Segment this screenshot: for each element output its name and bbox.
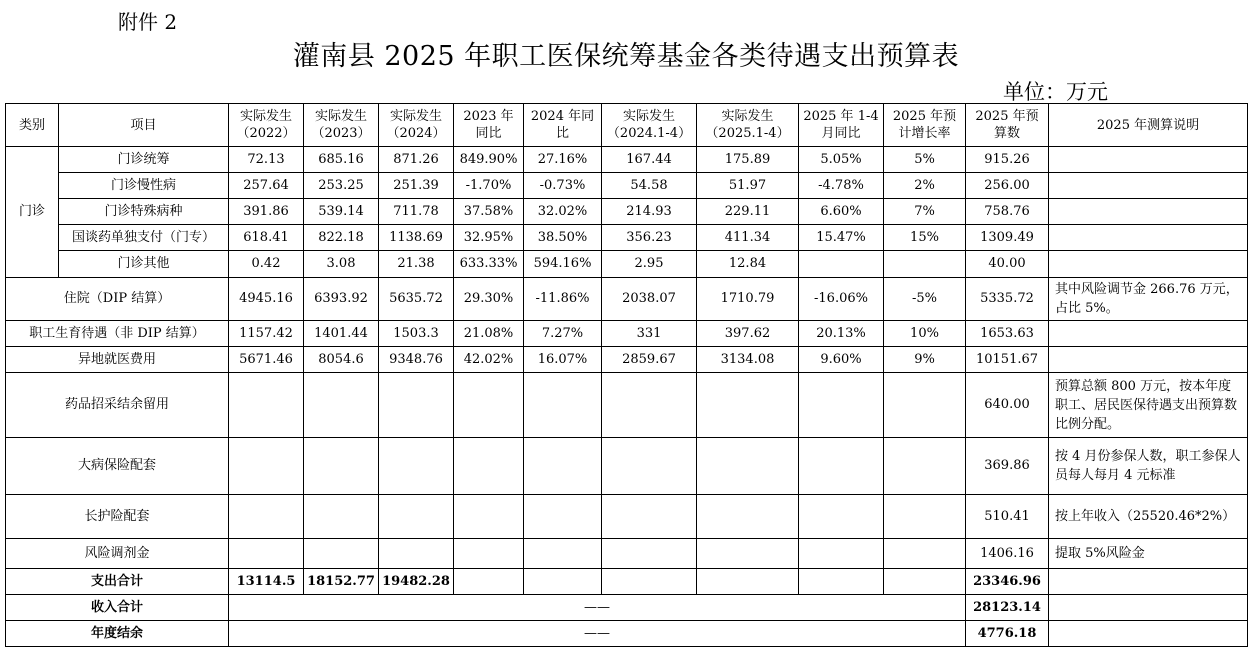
note-cell	[1049, 595, 1248, 621]
value-cell	[524, 569, 602, 595]
value-cell: 915.26	[966, 147, 1049, 173]
budget-table	[5, 103, 1248, 647]
value-cell: 12.84	[697, 251, 799, 278]
header-cell: 2023 年同比	[454, 104, 524, 147]
value-cell: 9%	[884, 347, 966, 373]
note-cell: 预算总额 800 万元，按本年度职工、居民医保待遇支出预算数比例分配。	[1049, 373, 1248, 438]
value-cell: -0.73%	[524, 173, 602, 199]
table-row	[6, 347, 1248, 373]
value-cell: 2038.07	[602, 278, 697, 321]
value-cell: 510.41	[966, 495, 1049, 539]
value-cell: -11.86%	[524, 278, 602, 321]
balance-row	[6, 621, 1248, 647]
value-cell	[454, 438, 524, 495]
value-cell: 40.00	[966, 251, 1049, 278]
note-cell: 提取 5%风险金	[1049, 539, 1248, 569]
table-row	[6, 225, 1248, 251]
page-title: 灌南县 2025 年职工医保统筹基金各类待遇支出预算表	[292, 41, 960, 72]
unit-label: 单位：万元	[1003, 80, 1108, 104]
value-cell: 15%	[884, 225, 966, 251]
value-cell	[799, 539, 884, 569]
value-cell: 32.02%	[524, 199, 602, 225]
table-row	[6, 147, 1248, 173]
item-cell: 门诊慢性病	[59, 173, 229, 199]
value-cell	[884, 495, 966, 539]
value-cell: 822.18	[304, 225, 379, 251]
value-cell: 27.16%	[524, 147, 602, 173]
value-cell: 849.90%	[454, 147, 524, 173]
header-cell: 项目	[59, 104, 229, 147]
value-cell: 10%	[884, 321, 966, 347]
value-cell	[884, 373, 966, 438]
value-cell: 42.02%	[454, 347, 524, 373]
value-cell: 640.00	[966, 373, 1049, 438]
value-cell: 411.34	[697, 225, 799, 251]
value-cell	[454, 373, 524, 438]
value-cell: 2%	[884, 173, 966, 199]
value-cell	[799, 373, 884, 438]
value-cell	[799, 495, 884, 539]
note-cell	[1049, 251, 1248, 278]
value-cell: 72.13	[229, 147, 304, 173]
value-cell: 54.58	[602, 173, 697, 199]
note-cell	[1049, 321, 1248, 347]
total-label: 收入合计	[6, 595, 229, 621]
value-cell	[602, 495, 697, 539]
note-cell	[1049, 199, 1248, 225]
value-cell	[524, 373, 602, 438]
value-cell: 5671.46	[229, 347, 304, 373]
value-cell: 618.41	[229, 225, 304, 251]
value-cell	[884, 438, 966, 495]
value-cell	[524, 495, 602, 539]
header-cell: 2024 年同比	[524, 104, 602, 147]
value-cell: 331	[602, 321, 697, 347]
expense-total-row	[6, 569, 1248, 595]
value-cell	[379, 438, 454, 495]
value-cell: 5335.72	[966, 278, 1049, 321]
dash-cell: ——	[229, 595, 966, 621]
value-cell: 1710.79	[697, 278, 799, 321]
note-cell	[1049, 173, 1248, 199]
value-cell	[697, 539, 799, 569]
header-cell: 实际发生（2025.1-4）	[697, 104, 799, 147]
dash-cell: ——	[229, 621, 966, 647]
value-cell: 51.97	[697, 173, 799, 199]
note-cell	[1049, 225, 1248, 251]
table-row	[6, 278, 1248, 321]
table-row	[6, 495, 1248, 539]
value-cell: 256.00	[966, 173, 1049, 199]
value-cell: 5.05%	[799, 147, 884, 173]
item-cell: 住院（DIP 结算）	[6, 278, 229, 321]
value-cell: 4945.16	[229, 278, 304, 321]
note-cell	[1049, 147, 1248, 173]
table-row	[6, 251, 1248, 278]
value-cell	[524, 438, 602, 495]
value-cell: 32.95%	[454, 225, 524, 251]
value-cell: 0.42	[229, 251, 304, 278]
item-cell: 异地就医费用	[6, 347, 229, 373]
value-cell: 8054.6	[304, 347, 379, 373]
value-cell: 13114.5	[229, 569, 304, 595]
value-cell: 18152.77	[304, 569, 379, 595]
value-cell: 29.30%	[454, 278, 524, 321]
table-row	[6, 199, 1248, 225]
value-cell: 167.44	[602, 147, 697, 173]
value-cell	[454, 495, 524, 539]
value-cell: 5%	[884, 147, 966, 173]
value-cell	[454, 569, 524, 595]
value-cell: 5635.72	[379, 278, 454, 321]
item-cell: 风险调剂金	[6, 539, 229, 569]
header-cell: 类别	[6, 104, 59, 147]
value-cell: 9.60%	[799, 347, 884, 373]
value-cell	[697, 438, 799, 495]
value-cell: 1653.63	[966, 321, 1049, 347]
value-cell: 20.13%	[799, 321, 884, 347]
item-cell: 门诊其他	[59, 251, 229, 278]
table-row	[6, 438, 1248, 495]
value-cell: 16.07%	[524, 347, 602, 373]
item-cell: 国谈药单独支付（门专）	[59, 225, 229, 251]
value-cell	[524, 539, 602, 569]
category-cell: 门诊	[6, 147, 59, 278]
value-cell	[697, 373, 799, 438]
value-cell: 397.62	[697, 321, 799, 347]
value-cell	[229, 539, 304, 569]
value-cell: 257.64	[229, 173, 304, 199]
value-cell	[229, 373, 304, 438]
value-cell: 369.86	[966, 438, 1049, 495]
table-row	[6, 539, 1248, 569]
value-cell	[799, 569, 884, 595]
value-cell: 6.60%	[799, 199, 884, 225]
attachment-label: 附件 2	[118, 10, 178, 34]
total-label: 支出合计	[6, 569, 229, 595]
value-cell	[304, 539, 379, 569]
value-cell	[697, 569, 799, 595]
value-cell: 38.50%	[524, 225, 602, 251]
value-cell: 1503.3	[379, 321, 454, 347]
value-cell	[884, 569, 966, 595]
value-cell	[602, 438, 697, 495]
value-cell	[304, 438, 379, 495]
value-cell: 6393.92	[304, 278, 379, 321]
table-row	[6, 173, 1248, 199]
value-cell: 251.39	[379, 173, 454, 199]
value-cell: 9348.76	[379, 347, 454, 373]
note-cell	[1049, 569, 1248, 595]
header-row	[6, 104, 1248, 147]
value-cell: 1406.16	[966, 539, 1049, 569]
value-cell: -16.06%	[799, 278, 884, 321]
value-cell	[304, 495, 379, 539]
value-cell	[379, 539, 454, 569]
value-cell: 175.89	[697, 147, 799, 173]
note-cell: 按上年收入（25520.46*2%）	[1049, 495, 1248, 539]
value-cell	[884, 539, 966, 569]
value-cell: 37.58%	[454, 199, 524, 225]
value-cell: -5%	[884, 278, 966, 321]
value-cell	[454, 539, 524, 569]
value-cell	[602, 373, 697, 438]
value-cell: 871.26	[379, 147, 454, 173]
income-total-row	[6, 595, 1248, 621]
value-cell	[379, 495, 454, 539]
value-cell: 391.86	[229, 199, 304, 225]
value-cell: 15.47%	[799, 225, 884, 251]
value-cell: 19482.28	[379, 569, 454, 595]
value-cell: -4.78%	[799, 173, 884, 199]
value-cell: -1.70%	[454, 173, 524, 199]
value-cell: 2.95	[602, 251, 697, 278]
value-cell: 356.23	[602, 225, 697, 251]
value-cell: 594.16%	[524, 251, 602, 278]
value-cell	[799, 438, 884, 495]
value-cell: 10151.67	[966, 347, 1049, 373]
value-cell: 1401.44	[304, 321, 379, 347]
item-cell: 药品招采结余留用	[6, 373, 229, 438]
value-cell: 711.78	[379, 199, 454, 225]
item-cell: 职工生育待遇（非 DIP 结算）	[6, 321, 229, 347]
header-cell: 实际发生（2023）	[304, 104, 379, 147]
value-cell: 1138.69	[379, 225, 454, 251]
header-cell: 实际发生（2024.1-4）	[602, 104, 697, 147]
value-cell: 21.38	[379, 251, 454, 278]
value-cell	[799, 251, 884, 278]
total-label: 年度结余	[6, 621, 229, 647]
table-row	[6, 321, 1248, 347]
header-cell: 实际发生（2022）	[229, 104, 304, 147]
value-cell: 28123.14	[966, 595, 1049, 621]
item-cell: 长护险配套	[6, 495, 229, 539]
header-cell: 2025 年预计增长率	[884, 104, 966, 147]
value-cell	[697, 495, 799, 539]
note-cell: 其中风险调节金 266.76 万元，占比 5%。	[1049, 278, 1248, 321]
value-cell	[602, 539, 697, 569]
value-cell	[229, 495, 304, 539]
value-cell: 21.08%	[454, 321, 524, 347]
header-cell: 2025 年测算说明	[1049, 104, 1248, 147]
note-cell	[1049, 621, 1248, 647]
item-cell: 门诊统筹	[59, 147, 229, 173]
value-cell	[304, 373, 379, 438]
item-cell: 门诊特殊病种	[59, 199, 229, 225]
value-cell: 7%	[884, 199, 966, 225]
value-cell	[884, 251, 966, 278]
header-cell: 2025 年预算数	[966, 104, 1049, 147]
value-cell: 539.14	[304, 199, 379, 225]
value-cell: 1309.49	[966, 225, 1049, 251]
value-cell: 1157.42	[229, 321, 304, 347]
value-cell: 214.93	[602, 199, 697, 225]
value-cell: 4776.18	[966, 621, 1049, 647]
value-cell: 229.11	[697, 199, 799, 225]
value-cell: 3.08	[304, 251, 379, 278]
value-cell: 3134.08	[697, 347, 799, 373]
value-cell	[379, 373, 454, 438]
value-cell	[602, 569, 697, 595]
header-cell: 2025 年 1-4 月同比	[799, 104, 884, 147]
value-cell: 758.76	[966, 199, 1049, 225]
header-cell: 实际发生（2024）	[379, 104, 454, 147]
value-cell: 23346.96	[966, 569, 1049, 595]
note-cell: 按 4 月份参保人数，职工参保人员每人每月 4 元标准	[1049, 438, 1248, 495]
value-cell: 2859.67	[602, 347, 697, 373]
value-cell: 685.16	[304, 147, 379, 173]
value-cell	[229, 438, 304, 495]
note-cell	[1049, 347, 1248, 373]
item-cell: 大病保险配套	[6, 438, 229, 495]
table-row	[6, 373, 1248, 438]
value-cell: 7.27%	[524, 321, 602, 347]
value-cell: 633.33%	[454, 251, 524, 278]
value-cell: 253.25	[304, 173, 379, 199]
